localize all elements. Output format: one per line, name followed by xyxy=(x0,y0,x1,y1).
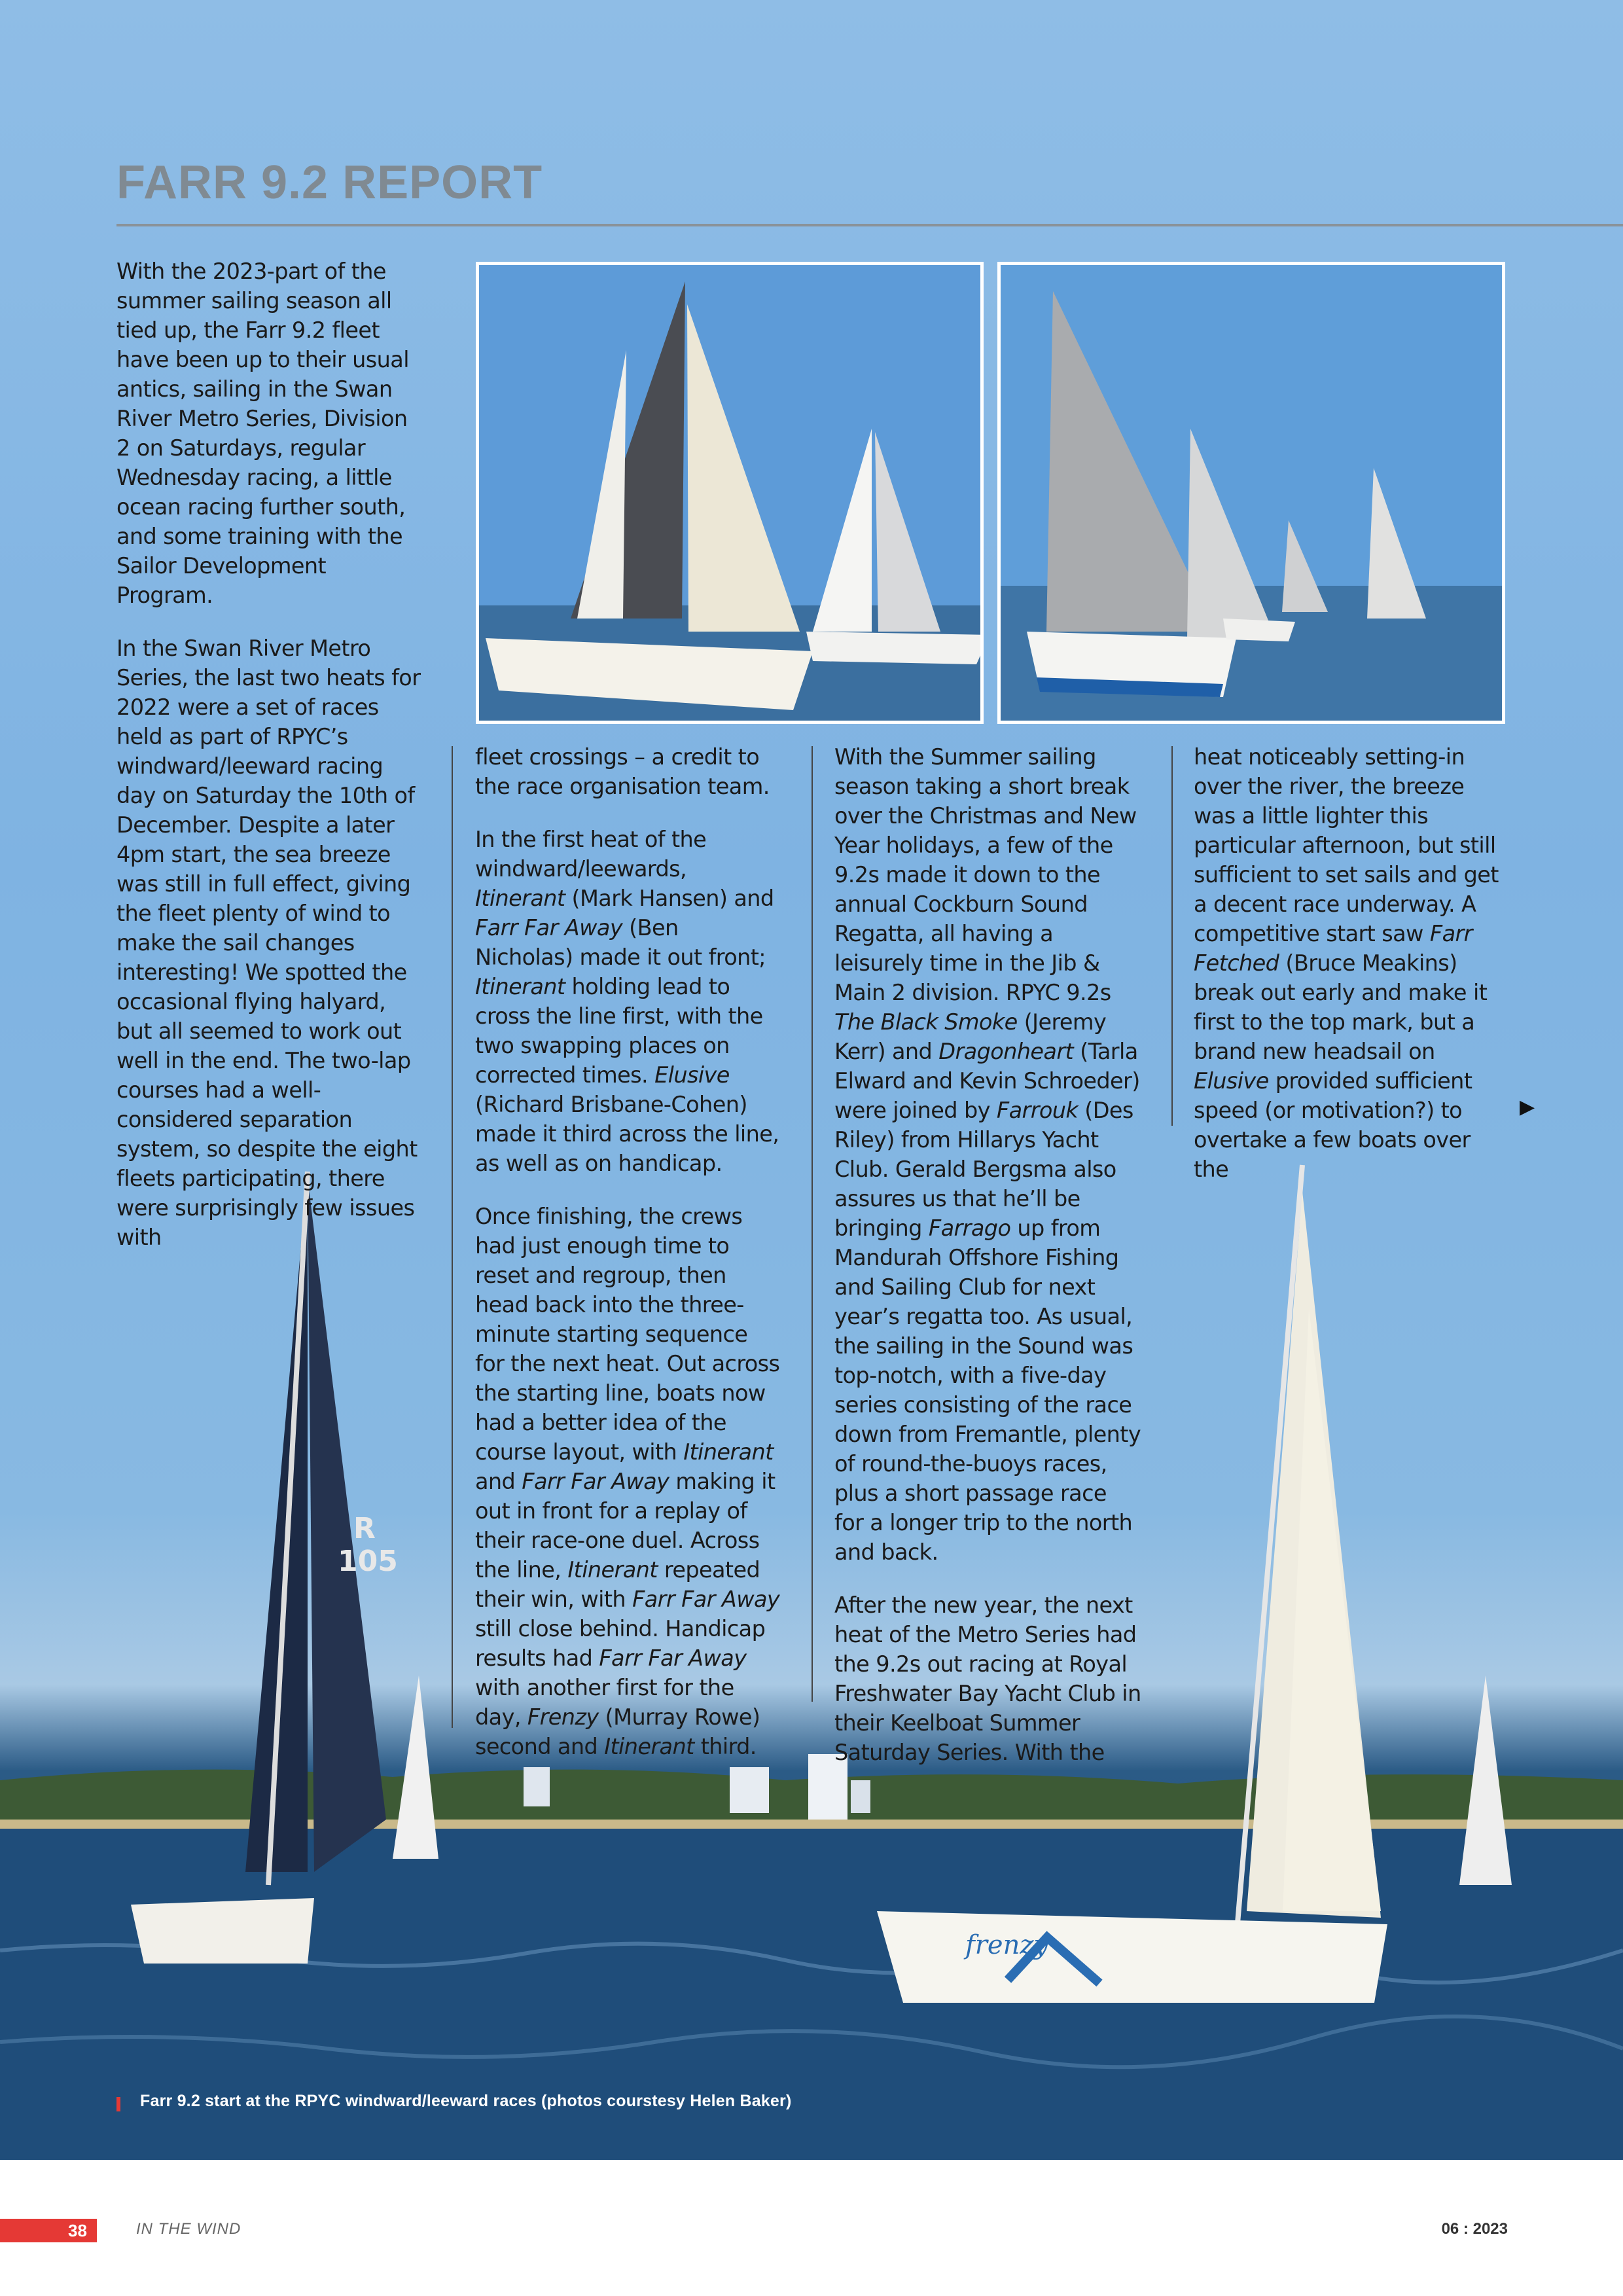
text-column-3 xyxy=(834,742,1142,1791)
continue-arrow-icon: ▶ xyxy=(1520,1096,1535,1118)
text-column-1 xyxy=(116,257,424,1276)
magazine-name: IN THE WIND xyxy=(136,2220,241,2238)
caption-marker xyxy=(116,2097,120,2111)
photo-caption: Farr 9.2 start at the RPYC windward/leeward races (photos courstesy Helen Baker) xyxy=(140,2092,792,2110)
page-number: 38 xyxy=(68,2221,87,2240)
column-divider xyxy=(812,746,813,1702)
column-divider xyxy=(452,746,453,1728)
paragraph: In the first heat of the windward/leewards, Itinerant (Mark Hansen) and Farr Far Away (Ben Nicholas) made it out front; Itinerant holding lead to cross the line first, with the two swapping places on corrected times. Elusive (Richard Brisbane-Cohen) made it third across the line, as well as on handicap. xyxy=(475,827,779,1176)
paragraph: heat noticeably setting-in over the river, the breeze was a little lighter this particular afternoon, but still sufficient to set sails and get a decent race underway. A competitive start saw Farr Fetched (Bruce Meakins) break out early and make it first to the top mark, but a brand new headsail on Elusive provided sufficient speed (or motivation?) to overtake a few boats over the xyxy=(1194,744,1499,1182)
paragraph: fleet crossings – a credit to the race organisation team. xyxy=(475,744,770,799)
sail-number-label: R xyxy=(353,1512,376,1545)
inset-photo-right xyxy=(997,262,1505,724)
issue-number: 06 : 2023 xyxy=(1441,2220,1508,2238)
inset-photo-left xyxy=(476,262,984,724)
column-divider xyxy=(1171,746,1173,1126)
svg-text:105: 105 xyxy=(338,1545,398,1578)
paragraph: Once finishing, the crews had just enough time to reset and regroup, then head back into the three-minute starting sequence for the next heat. Out across the starting line, boats now had a better idea of the course layout, with Itinerant and Farr Far Away making it out in front for a replay of their race-one duel. Across the line, Itinerant repeated their win, with Farr Far Away still close behind. Handicap results had Farr Far Away with another first for the day, Frenzy (Murray Rowe) second and Itinerant third. xyxy=(475,1204,780,1759)
text-column-4 xyxy=(1194,742,1501,1208)
text-column-2 xyxy=(475,742,783,1785)
paragraph: In the Swan River Metro Series, the last two heats for 2022 were a set of races held as part of RPYC’s windward/leeward racing day on Saturday the 10th of December. Despite a later 4pm start, the sea breeze was still in full effect, giving the fleet plenty of wind to make the sail changes interesting! We spotted the occasional flying halyard, but all seemed to work out well in the end. The two-lap courses had a well-considered separation system, so despite the eight fleets participating, there were surprisingly few issues with xyxy=(116,636,421,1250)
title-divider xyxy=(116,224,1623,226)
paragraph: With the 2023-part of the summer sailing season all tied up, the Farr 9.2 fleet have been up to their usual antics, sailing in the Swan River Metro Series, Division 2 on Saturdays, regular Wednesday racing, a little ocean racing further south, and some training with the Sailor Development Program. xyxy=(116,259,409,608)
paragraph: With the Summer sailing season taking a short break over the Christmas and New Year holidays, a few of the 9.2s made it down to the annual Cockburn Sound Regatta, all having a leisurely time in the Jib & Main 2 division. RPYC 9.2s The Black Smoke (Jeremy Kerr) and Dragonheart (Tarla Elward and Kevin Schroeder) were joined by Farrouk (Des Riley) from Hillarys Yacht Club. Gerald Bergsma also assures us that he’ll be bringing Farrago up from Mandurah Offshore Fishing and Sailing Club for next year’s regatta too. As usual, the sailing in the Sound was top-notch, with a five-day series consisting of the race down from Fremantle, plenty of round-the-buoys races, plus a short passage race for a longer trip to the north and back. xyxy=(834,744,1141,1565)
article-title: FARR 9.2 REPORT xyxy=(116,156,543,209)
hull-name-label: frenzy xyxy=(965,1930,1049,1960)
paragraph: After the new year, the next heat of the Metro Series had the 9.2s out racing at Royal Freshwater Bay Yacht Club in their Keelboat Summer Saturday Series. With the xyxy=(834,1592,1141,1765)
